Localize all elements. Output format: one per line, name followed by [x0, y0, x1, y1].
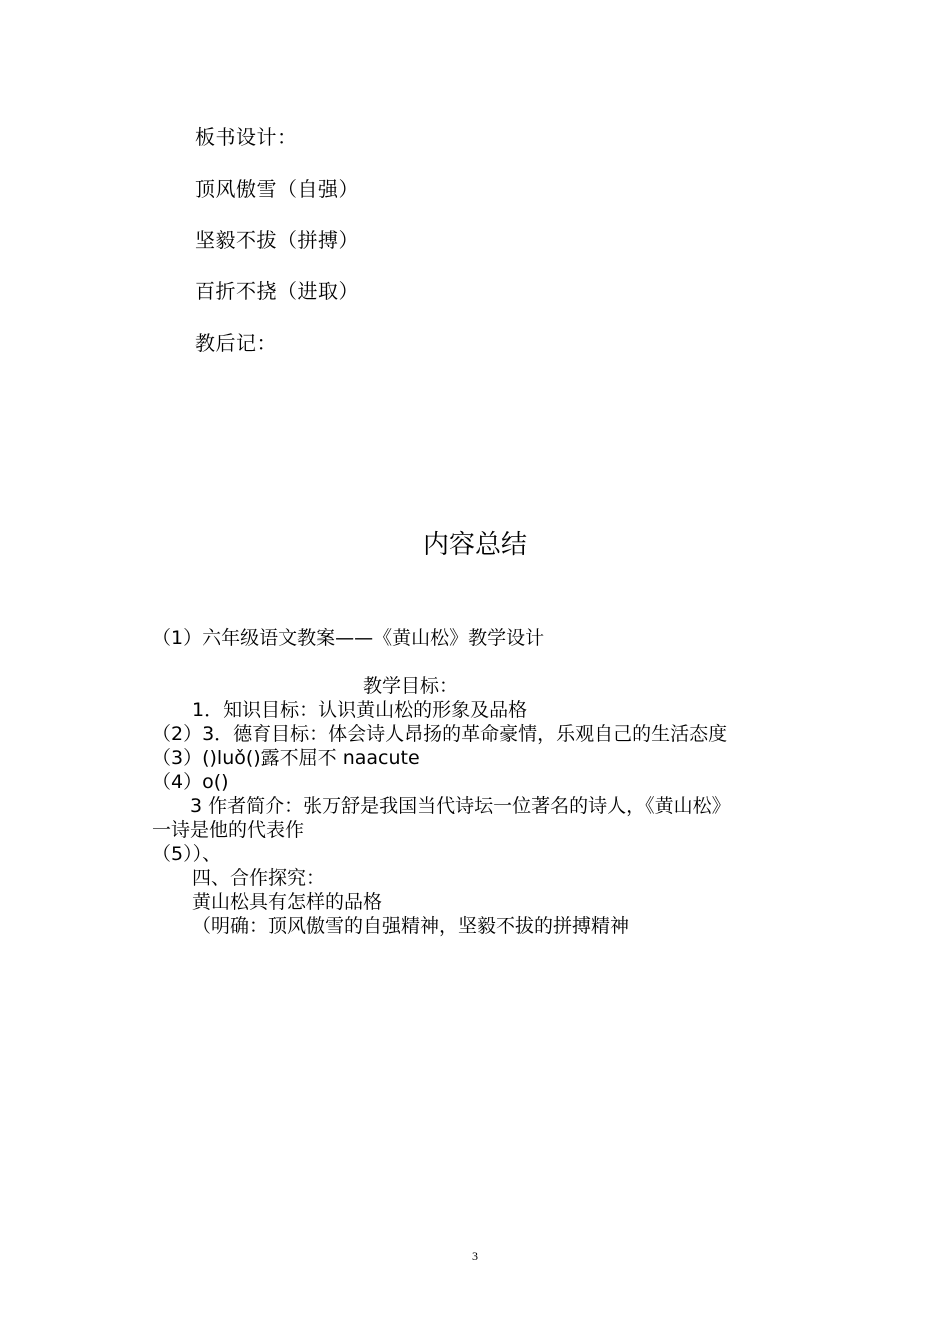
board-design-line-2: 坚毅不拔（拼搏） — [195, 228, 359, 252]
summary-item-4: （4）o() — [152, 771, 229, 793]
summary-item-2: （2）3．德育目标：体会诗人昂扬的革命豪情，乐观自己的生活态度 — [152, 723, 728, 745]
board-design-line-1: 顶风傲雪（自强） — [195, 177, 359, 201]
cooperation-heading: 四、合作探究： — [192, 867, 326, 889]
cooperation-answer: （明确：顶风傲雪的自强精神，坚毅不拔的拼搏精神 — [192, 915, 630, 937]
summary-item-3: （3）()luǒ()露不屈不 naacute — [152, 747, 420, 769]
page-number: 3 — [472, 1249, 478, 1263]
board-design-heading: 板书设计： — [195, 125, 298, 149]
cooperation-question: 黄山松具有怎样的品格 — [192, 891, 383, 913]
author-intro-line-1: 3 作者简介：张万舒是我国当代诗坛一位著名的诗人，《黄山松》 — [190, 795, 731, 817]
board-design-line-3: 百折不挠（进取） — [195, 279, 359, 303]
summary-item-1: （1）六年级语文教案——《黄山松》教学设计 — [152, 627, 545, 649]
after-class-notes-heading: 教后记： — [195, 331, 277, 355]
author-intro-line-2: 一诗是他的代表作 — [152, 819, 305, 841]
summary-item-5: （5））、 — [152, 843, 222, 865]
teaching-goals-heading: 教学目标： — [363, 675, 459, 697]
knowledge-goal: 1．知识目标：认识黄山松的形象及品格 — [192, 699, 528, 721]
summary-title: 内容总结 — [422, 530, 527, 560]
